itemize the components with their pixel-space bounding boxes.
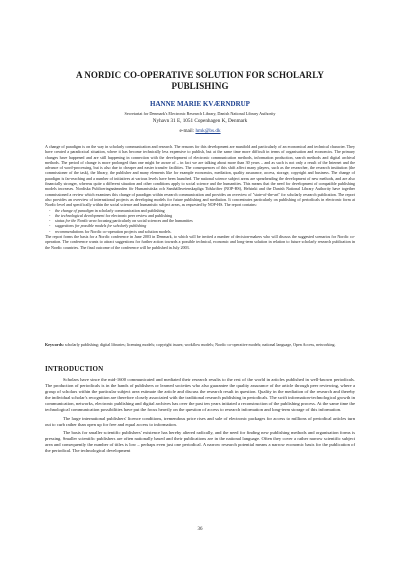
keywords-label: Keywords:: [45, 342, 64, 347]
list-item: - suggestions for possible models for scholarly publishing: [49, 223, 147, 229]
list-item-emphasis: the change of paradigm: [55, 207, 94, 213]
list-item-emphasis: the technological development: [55, 212, 105, 218]
list-item: - recommendations for Nordic co-operation projects and solution models.: [49, 228, 172, 234]
email-link[interactable]: hmk@bs.dk: [195, 128, 221, 134]
address: Nyhavn 31 E, 1051 Copenhagen K, Denmark: [152, 118, 248, 124]
keywords-text: scholarly publishing; digital libraries; licensing models; copyright issues; workflow models; Nordic co-operative models; national language, Open Access, networking.: [63, 342, 336, 347]
list-item-emphasis: status for the Nordic area: [55, 218, 97, 224]
intro-paragraph-3: The basis for smaller scientific publishers' existence has hereby altered radically, and the need for finding new publishing methods and organisation forms is pressing. Smaller scientific publishers are often nationally based and their publications are in the national language. Often they cover a rather narrow scientific subject area and consequently the number of titles is low – perhaps even just one periodical. A narrow research potential means a narrow economic basis for the publication of the periodical. The technological development: [45, 429, 355, 454]
list-item: - the change of paradigm in scholarly communication and publishing: [49, 207, 165, 213]
abstract-paragraph-2: The report forms the basis for a Nordic conference in June 2003 in Denmark, to which will be invited a number of decision-makers who will discuss the suggested scenarios for Nordic co-operation. The conference wants to attract suggestions for further action towards a possible technical, economic and long-term solution in relation to future scholarly research publication in the Nordic countries. The final outcome of the conference will be published in July 2003.: [45, 234, 355, 250]
list-item: - the technological development for electronic peer review and publishing: [49, 212, 173, 218]
intro-paragraph-1: Scholars have since the mid-1600 communicated and mediated their research results to the rest of the world in articles published in well-known periodicals. The production of periodicals is in the hands of publishers or learned societies who also guarantee the quality assurance of the article through peer reviewing, where a group of scholars within the particular subject area estimate the article and discuss the research result in question. Quality in the mediation of the research and thereby the individual scholar's recognition are therefore closely associated with the traditional research publishing in periodicals. The swift information-technological growth in communication, networks, electronic publishing and digital archives has over the past ten years initiated a reconstruction of the publishing process. At the same time the technological communication possibilities have put the focus heavily on the question of access to research information and long-term storage of this information.: [45, 377, 355, 413]
list-item-text: focusing particularly on social sciences and the humanities: [96, 218, 193, 224]
email-label: e-mail:: [179, 128, 195, 134]
list-item-text: for electronic peer review and publishing: [104, 212, 173, 218]
intro-paragraph-2: The large international publishers' licence conditions, tremendous price rises and sale of electronic packages for access to millions of periodical articles turn out to curb rather than open up for free and equal access to information.: [45, 415, 355, 427]
email-line: [45, 128, 355, 134]
list-item-emphasis: recommendations: [55, 228, 84, 234]
list-item-emphasis: suggestions for possible models for scholarly publishing: [55, 223, 147, 229]
author-name: HANNE MARIE KVÆRNDRUP: [150, 100, 250, 108]
page-number: 36: [197, 527, 203, 532]
title-line-1: A NORDIC CO-OPERATIVE SOLUTION FOR SCHOLARLY: [76, 70, 324, 80]
paper-page: [45, 0, 355, 566]
paper-title: [45, 70, 355, 92]
section-heading-introduction: INTRODUCTION: [45, 365, 104, 373]
introduction-body: [45, 377, 355, 456]
title-line-2: PUBLISHING: [171, 81, 229, 91]
list-item: - status for the Nordic area focusing particularly on social sciences and the humanities: [49, 218, 193, 224]
abstract-paragraph-1: A change of paradigm is on the way in scholarly communication and research. The reasons for this development are manifold and particularly of an economical and technical character. They have created a paradoxical situation, where it has become technically less expensive to publish, but at the same time more difficult in terms of organisation and economics. The primary changes have happened and are still happening in connection with the development of electronic communication methods, information production, search methods and digital archival methods. The period of change is more prolonged than one might be aware of – in fact we are talking about more than 30 years – and as such is not only a result of the Internet and the advance of word-processing, but is also due to cheaper and easier transfer facilities. The consequences of this shift affect many players, such as the researcher, the research institution (the commissioner of the task), the library, the publisher and many elements like for example economics, mediation, quality assurance, access, storage, copyright and business. The change of paradigm is far-reaching and a number of initiatives at various levels have been launched. The national science subject areas are spearheading the development of new methods, and are also financially stronger, whereas quite a different situation and other conditions apply to social science and the humanities. This means that the need for development of compatible publishing models increases. Nordiska Publiceringsnämnden för Humanistiska och Samhällsvetenskapliga Tidskrifter (NOP-HS), Helsinki and the Danish National Library Authority have together commissioned a review which examines this change of paradigm within research communication and provides an overview of "state-of-the-art" for scholarly research publication. The report also provides an overview of international projects as developing models for future publishing and mediation. It concentrates particularly on publishing of periodicals in electronic form at Nordic level and specifically within the social science and humanistic subject areas, as requested by NOP-HS. The report contains:: [45, 144, 355, 208]
affiliation: Secretariat for Denmark's Electronic Research Library, Danish National Library Authority: [124, 111, 276, 116]
list-item-text: in scholarly communication and publishing: [93, 207, 165, 213]
abstract-list: [45, 208, 355, 234]
list-item-text: for Nordic co-operation projects and solution models.: [83, 228, 172, 234]
abstract: [45, 144, 355, 250]
keywords: [45, 342, 355, 347]
